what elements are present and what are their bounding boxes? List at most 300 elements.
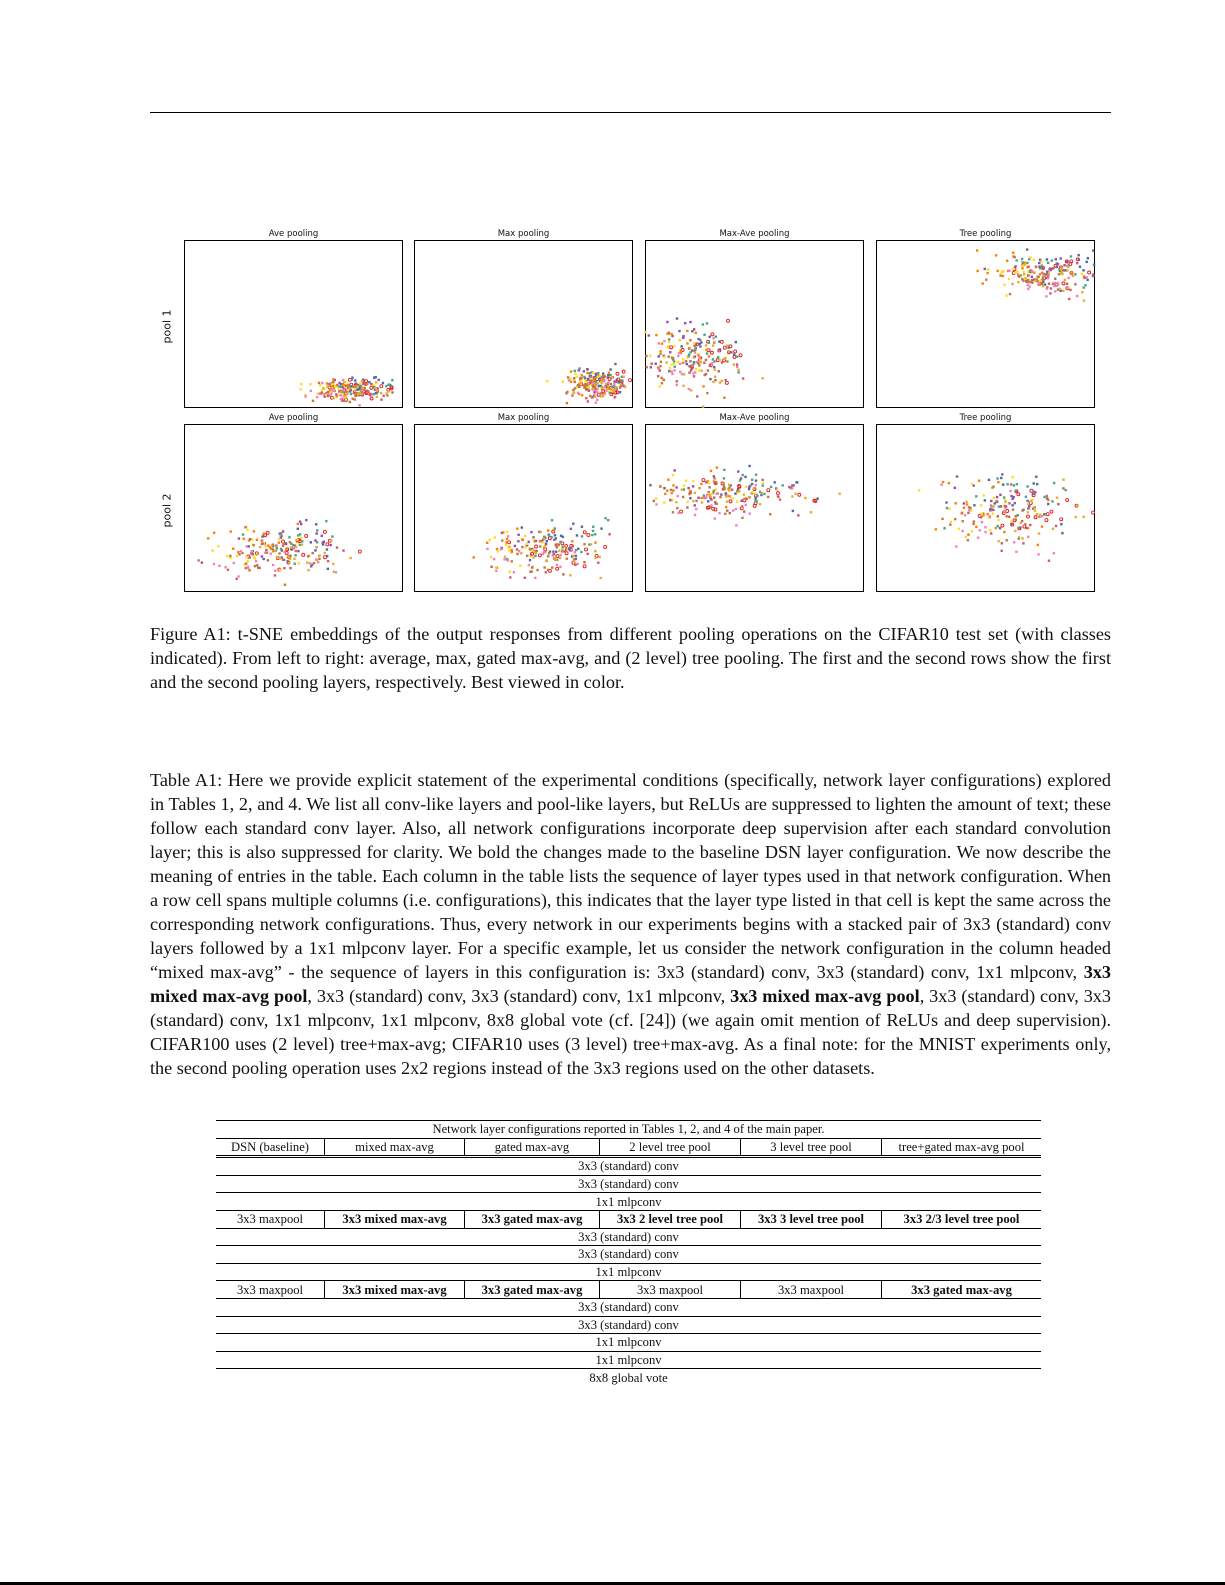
data-point: [1083, 286, 1085, 288]
data-point: [723, 397, 725, 399]
data-point: [255, 553, 257, 555]
data-point: [1082, 269, 1084, 271]
data-point: [356, 385, 358, 387]
data-point: [1066, 499, 1069, 502]
data-point: [1000, 505, 1002, 507]
data-point: [278, 552, 280, 554]
data-point: [583, 531, 586, 534]
data-point: [333, 571, 335, 573]
data-point: [1015, 551, 1017, 553]
data-point: [1001, 271, 1003, 273]
data-point: [600, 395, 602, 397]
data-point: [1021, 267, 1023, 269]
data-point: [337, 387, 339, 389]
data-point: [553, 529, 555, 531]
data-point: [581, 374, 583, 376]
data-point: [592, 377, 594, 379]
data-point: [697, 362, 699, 364]
data-point: [224, 566, 226, 568]
data-point: [1063, 264, 1065, 266]
data-point: [695, 368, 697, 370]
data-point: [489, 539, 491, 541]
data-point: [361, 387, 363, 389]
data-point: [976, 270, 978, 272]
data-point: [997, 540, 999, 542]
data-point: [287, 555, 289, 557]
data-point: [754, 497, 756, 499]
data-point: [562, 573, 564, 575]
data-point: [238, 553, 240, 555]
data-point: [961, 512, 963, 514]
data-point: [690, 389, 692, 391]
data-point: [989, 515, 991, 517]
data-point: [715, 482, 717, 484]
data-point: [316, 559, 318, 561]
data-point: [671, 370, 673, 372]
data-point: [236, 555, 238, 557]
data-point: [684, 322, 686, 324]
data-point: [1065, 260, 1067, 262]
data-point: [1076, 262, 1078, 264]
data-point: [606, 388, 608, 390]
data-point: [1000, 477, 1002, 479]
data-point: [1062, 282, 1065, 285]
data-point: [728, 489, 730, 491]
data-point: [810, 511, 812, 513]
data-point: [288, 536, 290, 538]
layer-config-table: [216, 1120, 1041, 1386]
data-point: [329, 544, 331, 546]
data-point: [659, 369, 661, 371]
data-point: [349, 401, 351, 403]
data-point: [682, 496, 684, 498]
data-point: [1066, 283, 1068, 285]
data-point: [670, 363, 672, 365]
data-point: [1027, 507, 1029, 509]
data-point: [700, 483, 702, 485]
data-point: [659, 350, 661, 352]
data-point: [1027, 536, 1029, 538]
data-point: [712, 358, 714, 360]
data-point: [699, 357, 701, 359]
data-point: [1057, 282, 1059, 284]
data-point: [301, 543, 303, 545]
data-point: [285, 548, 287, 550]
data-point: [345, 385, 347, 387]
data-point: [742, 377, 744, 379]
data-point: [486, 542, 488, 544]
data-point: [968, 506, 970, 508]
data-point: [755, 484, 757, 486]
data-point: [954, 487, 956, 489]
data-point: [714, 376, 716, 378]
table-row: [216, 1263, 1041, 1281]
data-point: [971, 483, 973, 485]
plot-frame: [415, 425, 633, 592]
data-point: [516, 527, 518, 529]
data-point: [699, 345, 701, 347]
data-point: [1048, 559, 1050, 561]
data-point: [729, 500, 732, 503]
data-point: [247, 545, 249, 547]
data-point: [259, 546, 261, 548]
data-point: [753, 492, 755, 494]
table-row: [216, 1281, 1041, 1299]
data-point: [987, 268, 989, 270]
data-point: [996, 477, 998, 479]
data-point: [256, 539, 258, 541]
data-point: [663, 487, 665, 489]
data-point: [733, 363, 735, 365]
data-point: [289, 541, 291, 543]
data-point: [989, 508, 991, 510]
data-point: [1017, 281, 1019, 283]
data-point: [726, 360, 728, 362]
data-point: [551, 566, 553, 568]
data-point: [676, 317, 678, 319]
data-point: [1015, 259, 1017, 261]
data-point: [506, 538, 508, 540]
data-point: [999, 274, 1001, 276]
data-point: [1004, 505, 1006, 507]
data-point: [1045, 519, 1048, 522]
data-point: [547, 529, 549, 531]
data-point: [777, 492, 780, 495]
data-point: [561, 550, 563, 552]
panel-title: Max-Ave pooling: [719, 413, 790, 423]
data-point: [1002, 483, 1004, 485]
data-point: [1006, 515, 1008, 517]
data-point: [1029, 524, 1031, 526]
data-point: [1026, 266, 1028, 268]
data-point: [323, 530, 326, 533]
data-point: [586, 368, 588, 370]
data-point: [568, 549, 570, 551]
data-point: [307, 555, 309, 557]
data-point: [340, 391, 342, 393]
data-point: [341, 399, 343, 401]
data-point: [707, 500, 709, 502]
data-point: [256, 564, 258, 566]
data-point: [1087, 257, 1089, 259]
data-point: [838, 493, 840, 495]
data-point: [227, 569, 229, 571]
data-point: [315, 532, 317, 534]
data-point: [668, 332, 670, 334]
data-point: [600, 527, 602, 529]
data-point: [975, 495, 977, 497]
data-point: [613, 396, 615, 398]
data-point: [556, 564, 558, 566]
data-point: [1027, 515, 1030, 518]
data-point: [663, 501, 665, 503]
data-point: [686, 330, 688, 332]
data-point: [332, 381, 334, 383]
data-point: [1051, 259, 1053, 261]
data-point: [311, 564, 313, 566]
col-header: 3 level tree pool: [741, 1138, 882, 1157]
data-point: [584, 548, 587, 551]
data-point: [608, 371, 610, 373]
data-point: [576, 375, 578, 377]
data-point: [350, 393, 352, 395]
data-point: [613, 390, 615, 392]
data-point: [538, 554, 541, 557]
data-point: [1014, 265, 1016, 267]
data-point: [1029, 256, 1031, 258]
data-point: [387, 390, 389, 392]
data-point: [1019, 522, 1021, 524]
data-point: [548, 534, 550, 536]
data-point: [574, 370, 576, 372]
data-point: [1009, 490, 1011, 492]
data-point: [740, 500, 742, 502]
data-point: [685, 360, 687, 362]
data-point: [574, 551, 576, 553]
data-point: [793, 484, 795, 486]
data-point: [1077, 254, 1079, 256]
data-point: [674, 366, 676, 368]
data-point: [618, 381, 620, 383]
data-point: [1035, 266, 1037, 268]
data-point: [218, 565, 220, 567]
data-point: [354, 395, 356, 397]
data-point: [520, 552, 522, 554]
data-point: [1074, 283, 1076, 285]
data-point: [331, 383, 333, 385]
data-point: [589, 381, 591, 383]
data-point: [697, 497, 699, 499]
data-point: [539, 540, 541, 542]
data-point: [666, 321, 668, 323]
data-point: [693, 356, 695, 358]
plot-frame: [646, 241, 864, 408]
data-point: [713, 477, 715, 479]
data-point: [555, 546, 557, 548]
data-point: [669, 499, 671, 501]
data-point: [708, 342, 710, 344]
data-point: [667, 355, 669, 357]
data-point: [560, 535, 562, 537]
data-point: [1004, 511, 1006, 513]
data-point: [1026, 248, 1028, 250]
table-cell: 3x3 maxpool: [741, 1281, 882, 1299]
data-point: [609, 368, 611, 370]
data-point: [547, 569, 549, 571]
data-point: [382, 395, 384, 397]
data-point: [299, 533, 301, 535]
data-point: [1085, 276, 1087, 278]
data-point: [1031, 279, 1033, 281]
data-point: [1025, 496, 1027, 498]
data-point: [672, 489, 674, 491]
data-point: [558, 550, 560, 552]
data-point: [693, 345, 695, 347]
data-point: [575, 549, 577, 551]
data-point: [391, 379, 393, 381]
data-point: [650, 366, 652, 368]
data-point: [963, 507, 965, 509]
data-point: [565, 392, 567, 394]
figure-caption: Figure A1: t-SNE embeddings of the output responses from different pooling operations on the CIFAR10 test set (with classes indicated). From left to right: average, max, gated max-avg, and (2 level) tree pooling. The first and the second rows show the first and the second pooling layers, respectively. Best viewed in color.: [150, 624, 1111, 692]
data-point: [1002, 275, 1004, 277]
data-point: [550, 536, 552, 538]
data-point: [612, 388, 614, 390]
data-point: [963, 502, 965, 504]
data-point: [349, 390, 351, 392]
data-point: [581, 535, 583, 537]
data-point: [749, 512, 751, 514]
data-point: [315, 523, 317, 525]
data-point: [232, 548, 234, 550]
data-point: [254, 565, 256, 567]
data-point: [1074, 516, 1076, 518]
data-point: [1010, 483, 1012, 485]
data-point: [619, 384, 621, 386]
data-point: [992, 512, 994, 514]
data-point: [327, 391, 329, 393]
data-point: [261, 535, 263, 537]
data-point: [967, 533, 969, 535]
panel-title: Tree pooling: [959, 413, 1012, 423]
data-point: [971, 530, 973, 532]
data-point: [1034, 509, 1036, 511]
data-point: [1021, 537, 1023, 539]
data-point: [703, 494, 705, 496]
data-point: [309, 383, 311, 385]
data-point: [528, 564, 530, 566]
data-point: [668, 341, 670, 343]
data-point: [722, 488, 724, 490]
data-point: [342, 549, 344, 551]
data-point: [714, 501, 716, 503]
data-point: [1062, 487, 1064, 489]
data-point: [1038, 282, 1040, 284]
data-point: [686, 363, 688, 365]
data-point: [725, 506, 727, 508]
data-point: [669, 351, 671, 353]
data-point: [272, 564, 274, 566]
data-point: [559, 566, 561, 568]
data-point: [385, 392, 387, 394]
data-point: [702, 385, 704, 387]
data-point: [1052, 528, 1054, 530]
data-point: [726, 509, 728, 511]
data-point: [237, 551, 239, 553]
data-point: [1036, 483, 1038, 485]
data-point: [596, 382, 598, 384]
data-point: [1015, 519, 1017, 521]
data-point: [310, 541, 312, 543]
data-point: [387, 383, 389, 385]
data-point: [755, 480, 757, 482]
table-cell: 3x3 (standard) conv: [216, 1157, 1041, 1176]
data-point: [705, 349, 707, 351]
data-point: [605, 383, 607, 385]
panel-title: Max pooling: [497, 413, 550, 423]
data-point: [495, 570, 497, 572]
data-point: [698, 487, 700, 489]
data-point: [950, 521, 952, 523]
data-point: [365, 380, 368, 383]
data-point: [733, 353, 735, 355]
data-point: [611, 376, 613, 378]
data-point: [521, 526, 523, 528]
data-point: [721, 380, 723, 382]
data-point: [1010, 523, 1012, 525]
col-header: mixed max-avg: [325, 1138, 465, 1157]
data-point: [690, 491, 692, 493]
data-point: [1026, 485, 1028, 487]
data-point: [1025, 280, 1027, 282]
data-point: [604, 517, 606, 519]
data-point: [294, 562, 296, 564]
data-point: [942, 481, 944, 483]
data-point: [1014, 272, 1016, 274]
data-point: [593, 393, 595, 395]
data-point: [577, 548, 579, 550]
data-point: [708, 482, 710, 484]
data-point: [1058, 287, 1060, 289]
scatter-plot: [645, 240, 864, 408]
data-point: [619, 391, 621, 393]
data-point: [316, 529, 318, 531]
data-point: [1046, 258, 1048, 260]
data-point: [1048, 283, 1050, 285]
data-point: [1070, 255, 1072, 257]
data-point: [1027, 503, 1029, 505]
data-point: [693, 362, 695, 364]
data-point: [587, 388, 589, 390]
data-point: [201, 561, 203, 563]
data-point: [306, 561, 308, 563]
data-point: [335, 571, 337, 573]
data-point: [672, 484, 674, 486]
data-point: [319, 384, 321, 386]
data-point: [621, 379, 623, 381]
data-point: [326, 555, 328, 557]
data-point: [380, 385, 383, 388]
data-point: [373, 393, 375, 395]
data-point: [740, 477, 742, 479]
data-point: [508, 541, 511, 544]
data-point: [535, 545, 538, 548]
data-point: [502, 531, 504, 533]
data-point: [622, 376, 624, 378]
data-point: [282, 559, 284, 561]
data-point: [501, 539, 503, 541]
panel-title: Ave pooling: [268, 413, 319, 423]
table-cell: 3x3 mixed max-avg: [325, 1281, 465, 1299]
data-point: [702, 406, 704, 408]
data-point: [561, 548, 563, 550]
data-point: [997, 519, 999, 521]
data-point: [748, 465, 750, 467]
data-point: [355, 383, 357, 385]
scatter-plot: [876, 424, 1095, 592]
data-point: [759, 503, 761, 505]
data-point: [490, 556, 492, 558]
data-point: [1021, 258, 1023, 260]
data-point: [1056, 266, 1058, 268]
data-point: [589, 376, 591, 378]
data-point: [230, 530, 232, 532]
plot-frame: [415, 241, 633, 408]
data-point: [991, 486, 993, 488]
data-point: [692, 480, 694, 482]
data-point: [254, 557, 256, 559]
data-point: [530, 570, 532, 572]
